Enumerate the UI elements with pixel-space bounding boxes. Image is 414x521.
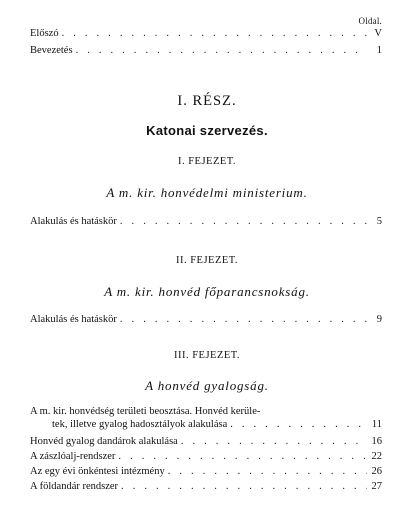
toc-entry-title: Alakulás és hatáskör [30,314,117,325]
dot-leader [168,465,367,478]
dot-leader [121,480,367,493]
toc-entry-page: 26 [371,466,382,477]
toc-entry-title: Alakulás és hatáskör [30,216,117,227]
toc-entry-title: A zászlóalj-rendszer [30,451,116,462]
toc-entry-title: Előszó [30,28,59,39]
toc-entry-title: Bevezetés [30,45,73,56]
toc-entry-title-line2-row [30,418,382,431]
part-title: I. RÉSZ. [177,93,237,109]
chapter-2-title: A m. kir. honvéd főparancsnokság. [104,284,310,299]
dot-leader [230,418,367,431]
toc-entry-foreword [30,27,382,40]
dot-leader [181,435,367,448]
toc-entry-ch3-territorial [30,405,382,431]
toc-entry-page: 22 [371,451,382,462]
toc-entry-ch3-battalion [30,450,382,463]
part-subtitle: Katonai szervezés. [146,123,268,138]
toc-entry-introduction [30,44,382,57]
toc-entry-page: 11 [371,419,382,430]
dot-leader [76,44,367,57]
toc-entry-page: 1 [376,45,382,56]
toc-entry-page: V [374,28,382,39]
chapter-3-label: III. FEJEZET. [173,350,241,361]
toc-entry-ch3-brigades [30,435,382,448]
toc-entry-title-line2: tek, illetve gyalog hadosztályok alakulása [52,419,228,430]
toc-entry-title: Honvéd gyalog dandárok alakulása [30,436,178,447]
chapter-1-title: A m. kir. honvédelmi ministerium. [106,185,308,200]
toc-entry-ch3-gendarmerie [30,480,382,493]
toc-entry-page: 9 [376,314,382,325]
dot-leader [120,313,367,326]
toc-entry-ch3-volunteers [30,465,382,478]
toc-entry-page: 27 [371,481,382,492]
toc-entry-title: A földandár rendszer [30,481,119,492]
chapter-3-title: A honvéd gyalogság. [145,378,269,393]
dot-leader [118,450,367,463]
chapter-2-label: II. FEJEZET. [175,255,239,266]
chapter-1-label: I. FEJEZET. [177,156,237,167]
page-column-header: Oldal. [358,16,382,26]
toc-entry-page: 16 [371,436,382,447]
dot-leader [62,27,367,40]
toc-entry-ch1-organization [30,215,382,228]
dot-leader [120,215,367,228]
toc-entry-title: Az egy évi önkéntesi intézmény [30,466,165,477]
toc-entry-ch2-organization [30,313,382,326]
toc-entry-page: 5 [376,216,382,227]
toc-entry-title-line1: A m. kir. honvédség területi beosztása. Honvéd kerüle- [30,406,261,417]
